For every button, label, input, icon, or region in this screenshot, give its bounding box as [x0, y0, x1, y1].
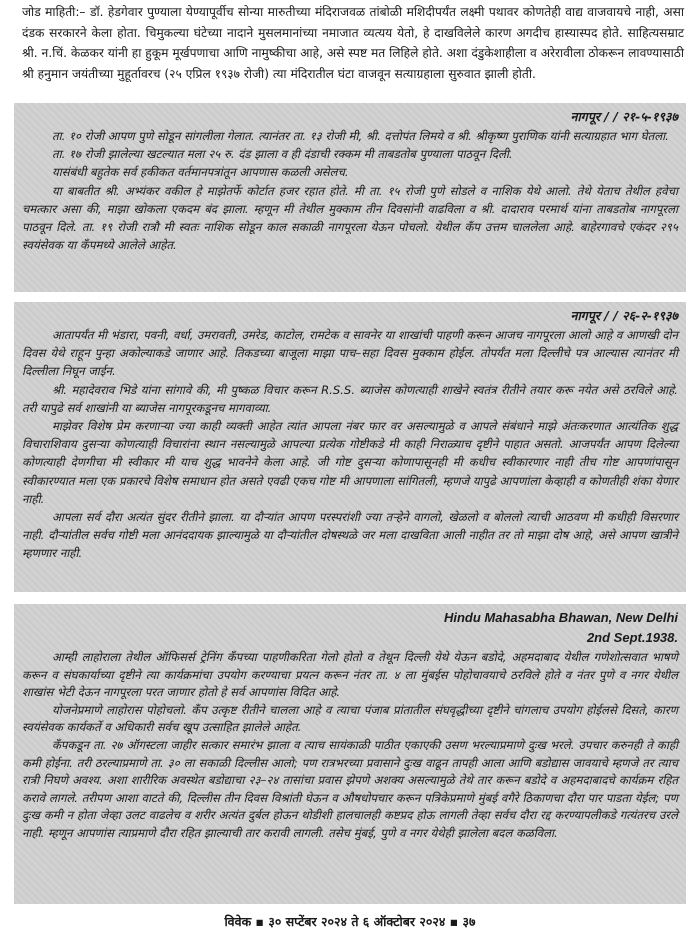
letter-2-paragraph: आपला सर्व दौरा अत्यंत सुंदर रीतीने झाला. या दौऱ्यांत आपण परस्परांशी ज्या तऱ्हेने वागलो, खेळलो व बोललो त्याची आठवण मी कधीही विसरणार नाही. दौऱ्यांतील सर्वच गोष्टी मला आनंददायक झाल्यामुळे या दौऱ्यांतील दोषस्थळे जर मला दाखविता आली नाहीत तर तो माझा दोष आहे, असे आपण खात्रीने म्हणणार नाही.	[22, 510, 678, 561]
letter-1-paragraph: ता. १० रोजी आपण पुणे सोडून सांगलीला गेलात. त्यानंतर ता. १३ रोजी मी, श्री. दत्तोपंत लिमये व श्री. श्रीकृष्ण पुराणिक यांनी सत्याग्रहात भाग घेतला.	[52, 129, 669, 143]
letter-2-paragraph: श्री. महादेवराव भिडे यांना सांगावे की, मी पुष्कळ विचार करून R.S.S. ब्याजेस कोणत्याही शाखेने स्वतंत्र रीतीने तयार करू नयेत असे ठरविले आहे. तरी यापुढे सर्व शाखांनी या ब्याजेस नागपूरकडूनच मागवाव्या.	[22, 382, 678, 415]
letter-3-heading-date: 2nd Sept.1938.	[586, 630, 678, 645]
letter-3-paragraph: आम्ही लाहोराला तेथील ऑफिसर्स ट्रेनिंग कँपच्या पाहणीकरिता गेलो होतो व तेथून दिल्ली येथे येऊन बडोदे, अहमदाबाद येथील गणेशोत्सवात भाषणे करून व संघकार्याच्या दृष्टीने त्या कार्यक्रमांचा उपयोग करण्याचा प्रयत्न करून नंतर ता. ४ ला मुंबईस पोहोचावयाचे ठरविले होते व नंतर पुणे व नगर येथील शाखांस भेटी देऊन नागपूरला परत जाणार होतो हे सर्व आपणांस विदित आहे.	[22, 650, 678, 700]
letter-box-2	[14, 302, 686, 592]
letter-3-paragraph: योजनेप्रमाणे लाहोरास पोहोचलो. कँप उत्कृष्ट रीतीने चालला आहे व त्याचा पंजाब प्रांतातील संघवृद्धीच्या दृष्टीने चांगलाच उपयोग होईलसे दिसते, कारण स्वयंसेवक कार्यकर्ते व अधिकारी सर्वच खूप उत्साहित झालेले आहेत.	[22, 702, 678, 735]
intro-paragraph: जोड माहिती:– डॉ. हेडगेवार पुण्याला येण्यापूर्वीच सोन्या मारुतीच्या मंदिराजवळ तांबोळी मशिदीपर्यंत लक्ष्मी पथावर कोणतेही वाद्य वाजवायचे नाही, असा दंडक सरकारने केला होता. चिमुकल्या घंटेच्या नादाने मुसलमानांच्या नमाजात व्यत्यय येतो, हे दाखविलेले कारण अगदीच हास्यास्पद होते. साहित्यसम्राट श्री. न.चिं. केळकर यांनी हा हुकूम मूर्खपणाचा आणि नामुष्कीचा आहे, असे स्पष्ट मत लिहिले होते. अशा दंडुकेशाहीला व अरेरावीला ठोकरून लावण्यासाठी श्री हनुमान जयंतीच्या मुहूर्तावरच (२५ एप्रिल १९३७ रोजी) त्या मंदिरातील घंटा वाजवून सत्याग्रहाला सुरुवात झाली होती.	[22, 5, 684, 81]
page-footer: विवेक ▪ ३० सप्टेंबर २०२४ ते ६ ऑक्टोबर २०२४ ▪ ३७	[224, 914, 476, 929]
letter-3-heading	[22, 608, 678, 648]
letter-1-paragraph: यासंबंधी बहुतेक सर्व हकीकत वर्तमानपत्रांतून आपणास कळली असेलच.	[52, 165, 349, 180]
letter-box-3	[14, 604, 686, 904]
letter-1-paragraph: या बाबतीत श्री. अभ्यंकर वकील हे माझेतर्फे कोर्टात हजर रहात होते. मी ता. १५ रोजी पुणे सोडले व नाशिक येथे आलो. तेथे येताच तेथील हवेचा चमत्कार असा की, माझा खोकला एकदम बंद झाला. म्हणून मी तेथील मुक्काम तीन दिवसांनी वाढविला व श्री. दादाराव परमार्थ यांना ताबडतोब नागपूरला पाठवून दिले. ता. १९ रोजी रात्रौ मी स्वतः नाशिक सोडून काल सकाळी नागपूरला येऊन पोचलो. येथील कँप उत्तम चाललेला आहे. बाहेरगावचे एकंदर २९५ स्वयंसेवक या कँपमध्ये आलेले आहेत.	[22, 183, 678, 253]
letter-box-1	[14, 103, 686, 292]
letter-1-paragraph: ता. १७ रोजी झालेल्या खटल्यात मला २५ रु. दंड झाला व ही दंडाची रक्कम मी ताबडतोब पुण्याला पाठवून दिली.	[52, 147, 513, 162]
letter-3-paragraph: कँपकडून ता. २७ ऑगस्टला जाहीर सत्कार समारंभ झाला व त्याच सायंकाळी पाठीत एकाएकी उसण भरल्याप्रमाणे दुःख भरले. उपचार करुनही ते काही कमी होईना. तरी ठरल्याप्रमाणे ता. ३० ला सकाळी दिल्लीस आलो; पण रात्रभरच्या प्रवासाने दुःख वाढून तापही आला आणि बडोद्यास जावयाचे म्हणजे तर त्याच रात्री निघणे अवश्य. अशा शारीरिक अवस्थेत बडोद्याचा २३–२४ तासांचा प्रवास झेपणे अशक्य असल्यामुळे तेथे तार करून बडोदे व अहमदाबादचे कार्यक्रम रहित करावे लागले. तरीपण आशा वाटते की, दिल्लीस तीन दिवस विश्रांती घेऊन व औषधोपचार करून पत्रिकेप्रमाणे मुंबई वगैरे ठिकाणचा दौरा पार पाडता येईल; पण दुःख कमी न होता जेव्हा उलट वाढलेच व शरीर अत्यंत दुर्बल होऊन थोडीशी हालचालही कष्टप्रद होऊ लागली तेव्हा सर्वच दौरा रद्द करण्यापलीकडे गत्यंतरच उरले नाही. म्हणून आपणांस त्याप्रमाणे दौरा रहित झाल्याची तार करावी लागली. तसेच मुंबई, पुणे व नगर येथेही झालेला बदल कळविला.	[22, 737, 678, 840]
letter-3-heading-address: Hindu Mahasabha Bhawan, New Delhi	[443, 610, 678, 625]
letter-2-paragraph: माझेवर विशेष प्रेम करणाऱ्या ज्या काही व्यक्ती आहेत त्यांत आपला नंबर फार वर असल्यामुळे व आपले संबंधाने माझे अंतःकरणात आत्यंतिक शुद्ध विचाराशिवाय दुसऱ्या कोणत्याही विचारांना स्थान नसल्यामुळे आपल्या प्रत्येक गोष्टीकडे मी काही निराळ्याच दृष्टीने पाहात असतो. आजपर्यंत आपण दिलेल्या कोणत्याही देणगीचा मी स्वीकार मी याच शुद्ध भावनेने केला आहे. जी गोष्ट दुसऱ्या कोणापासूनही मी कधीच स्वीकारणार नाही तीच गोष्ट आपणांपासून स्वीकारण्यात मला एक प्रकारचे विशेष समाधान होत असते एवढी एकच गोष्ट मी आपणाला सांगितली, म्हणजे यापुढे आपणांला केव्हाही व कोणतीही शंका येणार नाही.	[22, 419, 678, 506]
letter-1-heading: नागपूर / / २१-५-१९३७	[570, 109, 678, 124]
letter-2-paragraph: आतापर्यंत मी भंडारा, पवनी, वर्धा, उमरावती, उमरेड, काटोल, रामटेक व सावनेर या शाखांची पाहणी करून आजच नागपूरला आलो आहे व आणखी दोन दिवस येथे राहून पुन्हा अकोल्याकडे जाणार आहे. तिकडच्या बाजूला माझा पाच–सहा दिवस मुक्काम होईल. तोपर्यंत मला दिल्लीचे पत्र आल्यास त्यानंतर मी दिल्लीला निघून जाईन.	[22, 328, 678, 379]
letter-2-heading: नागपूर / / २६-२-१९३७	[570, 308, 678, 323]
